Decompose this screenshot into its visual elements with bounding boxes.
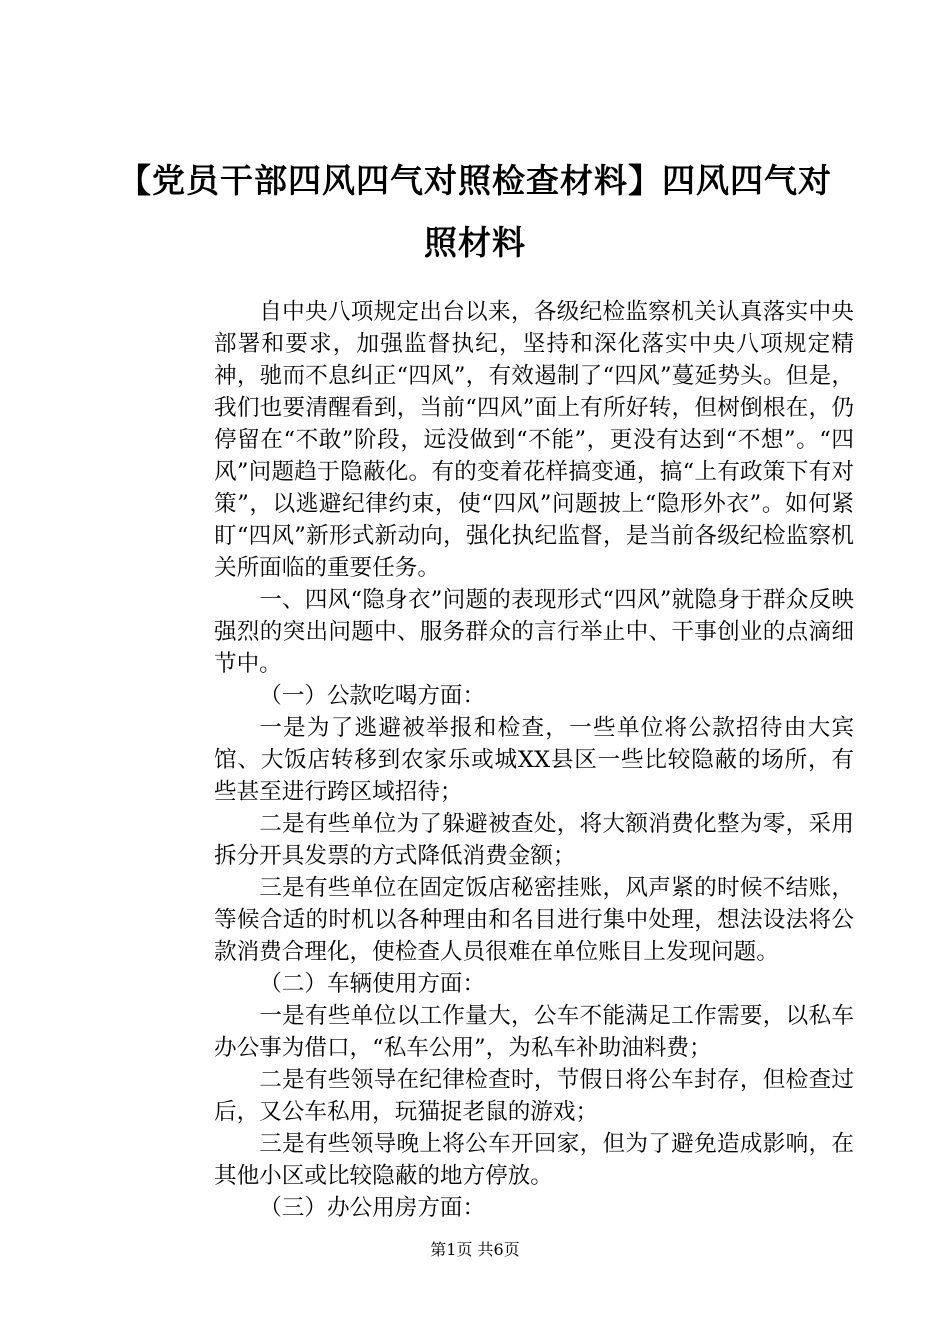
- subheading-dining: （一）公款吃喝方面：: [259, 683, 486, 709]
- paragraph-dining-2: 二是有些单位为了躲避被查处，将大额消费化整为零，采用拆分开具发票的方式降低消费金额；: [214, 811, 854, 869]
- paragraph-dining-1: 一是为了逃避被举报和检查，一些单位将公款招待由大宾馆、大饭店转移到农家乐或城XX县区一些比较隐蔽的场所，有些甚至进行跨区域招待；: [214, 715, 854, 805]
- paragraph-vehicles-2: 二是有些领导在纪律检查时，节假日将公车封存，但检查过后，又公车私用，玩猫捉老鼠的游戏；: [214, 1067, 854, 1125]
- paragraph-dining-3: 三是有些单位在固定饭店秘密挂账，风声紧的时候不结账，等候合适的时机以各种理由和名目进行集中处理，想法设法将公款消费合理化，使检查人员很难在单位账目上发现问题。: [214, 875, 854, 965]
- paragraph-vehicles-1: 一是有些单位以工作量大，公车不能满足工作需要，以私车办公事为借口，“私车公用”，为私车补助油料费；: [214, 1003, 854, 1061]
- subheading-vehicles: （二）车辆使用方面：: [259, 971, 486, 997]
- document-body: [214, 296, 854, 1224]
- paragraph-intro: 自中央八项规定出台以来，各级纪检监察机关认真落实中央部署和要求，加强监督执纪，坚持和深化落实中央八项规定精神，驰而不息纠正“四风”，有效遏制了“四风”蔓延势头。但是，我们也要清醒看到，当前“四风”面上有所好转，但树倒根在，仍停留在“不敢”阶段，远没做到“不能”，更没有达到“不想”。“四风”问题趋于隐蔽化。有的变着花样搞变通，搞“上有政策下有对策”，以逃避纪律约束，使“四风”问题披上“隐形外衣”。如何紧盯“四风”新形式新动向，强化执纪监督，是当前各级纪检监察机关所面临的重要任务。: [214, 299, 854, 581]
- subheading-office-space: （三）办公用房方面：: [259, 1195, 486, 1221]
- paragraph-section-one: 一、四风“隐身衣”问题的表现形式“四风”就隐身于群众反映强烈的突出问题中、服务群众的言行举止中、干事创业的点滴细节中。: [214, 587, 854, 677]
- paragraph-vehicles-3: 三是有些领导晚上将公车开回家，但为了避免造成影响，在其他小区或比较隐蔽的地方停放。: [214, 1131, 854, 1189]
- page-footer: 第1页 共6页: [430, 1240, 520, 1259]
- document-title: 【党员干部四风四气对照检查材料】四风四气对照材料: [118, 161, 832, 262]
